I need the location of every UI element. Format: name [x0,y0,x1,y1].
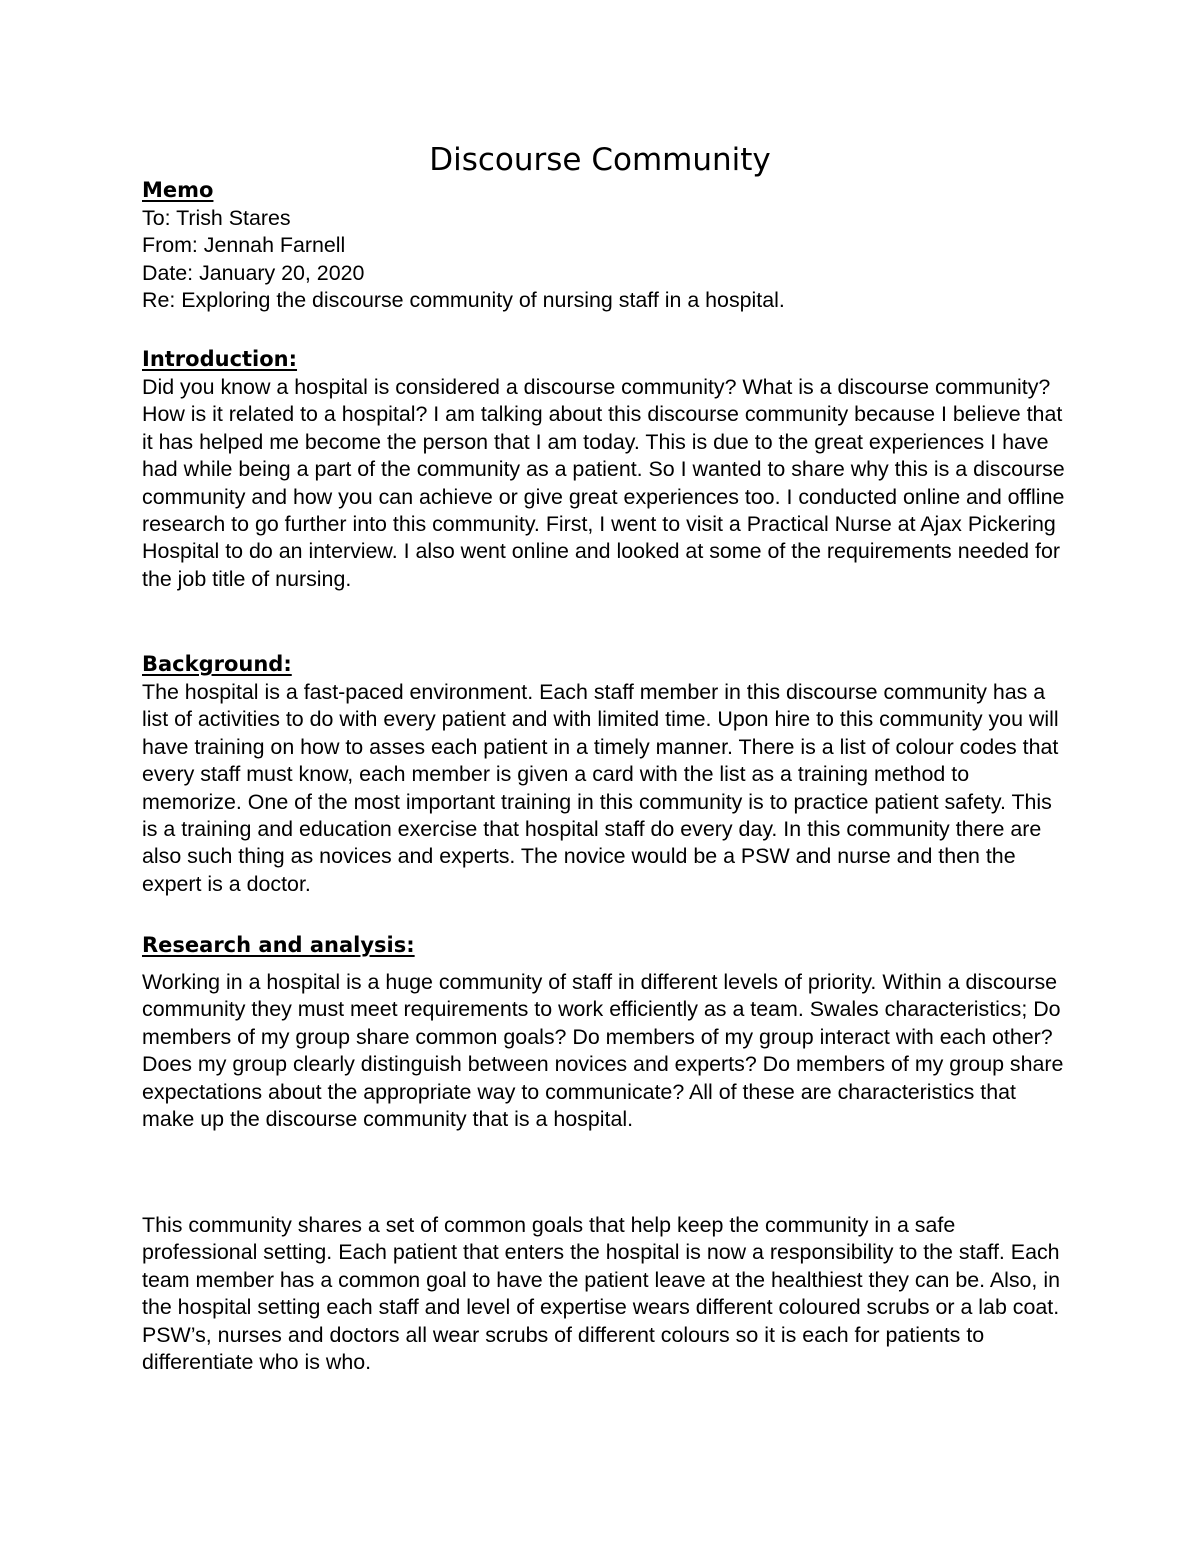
introduction-section [142,374,1072,593]
research-paragraph-1: Working in a hospital is a huge community of staff in different levels of priority. Within a discourse community they must meet requirements to work efficiently as a team. Swales characteristics; Do members of my group share common goals? Do members of my group interact with each other? Does my group clearly distinguish between novices and experts? Do members of my group share expectations about the appropriate way to communicate? All of these are characteristics that make up the discourse community that is a hospital. [142,970,1064,1132]
research-section-continued [142,1212,1072,1376]
memo-date: Date: January 20, 2020 [142,260,365,285]
research-paragraph-2: This community shares a set of common goals that help keep the community in a safe professional setting. Each patient that enters the hospital is now a responsibility to the staff. Each team member has a common goal to have the patient leave at the healthiest they can be. Also, in the hospital setting each staff and level of expertise wears different coloured scrubs or a lab coat. PSW’s, nurses and doctors all wear scrubs of different colours so it is each for patients to differentiate who is who. [142,1213,1060,1375]
introduction-heading: Introduction: [142,347,298,371]
background-heading: Background: [142,652,292,676]
memo-subject: Re: Exploring the discourse community of nursing staff in a hospital. [142,288,785,313]
document-title: Discourse Community [429,142,771,178]
research-heading: Research and analysis: [142,933,415,957]
memo-from: From: Jennah Farnell [142,233,346,258]
memo-heading: Memo [142,178,214,202]
background-section [142,679,1072,898]
background-paragraph: The hospital is a fast-paced environment. Each staff member in this discourse community has a list of activities to do with every patient and with limited time. Upon hire to this community you will have training on how to asses each patient in a timely manner. There is a list of colour codes that every staff must know, each member is given a card with the list as a training method to memorize. One of the most important training in this community is to practice patient safety. This is a training and education exercise that hospital staff do every day. In this community there are also such thing as novices and experts. The novice would be a PSW and nurse and then the expert is a doctor. [142,680,1059,896]
memo-to: To: Trish Stares [142,206,291,230]
research-section [142,969,1072,1133]
introduction-paragraph: Did you know a hospital is considered a discourse community? What is a discourse community? How is it related to a hospital? I am talking about this discourse community because I believe that it has helped me become the person that I am today. This is due to the great experiences I have had while being a part of the community as a patient. So I wanted to share why this is a discourse community and how you can achieve or give great experiences too. I conducted online and offline research to go further into this community. First, I went to visit a Practical Nurse at Ajax Pickering Hospital to do an interview. I also went online and looked at some of the requirements needed for the job title of nursing. [142,375,1065,591]
memo-details [142,205,1072,315]
